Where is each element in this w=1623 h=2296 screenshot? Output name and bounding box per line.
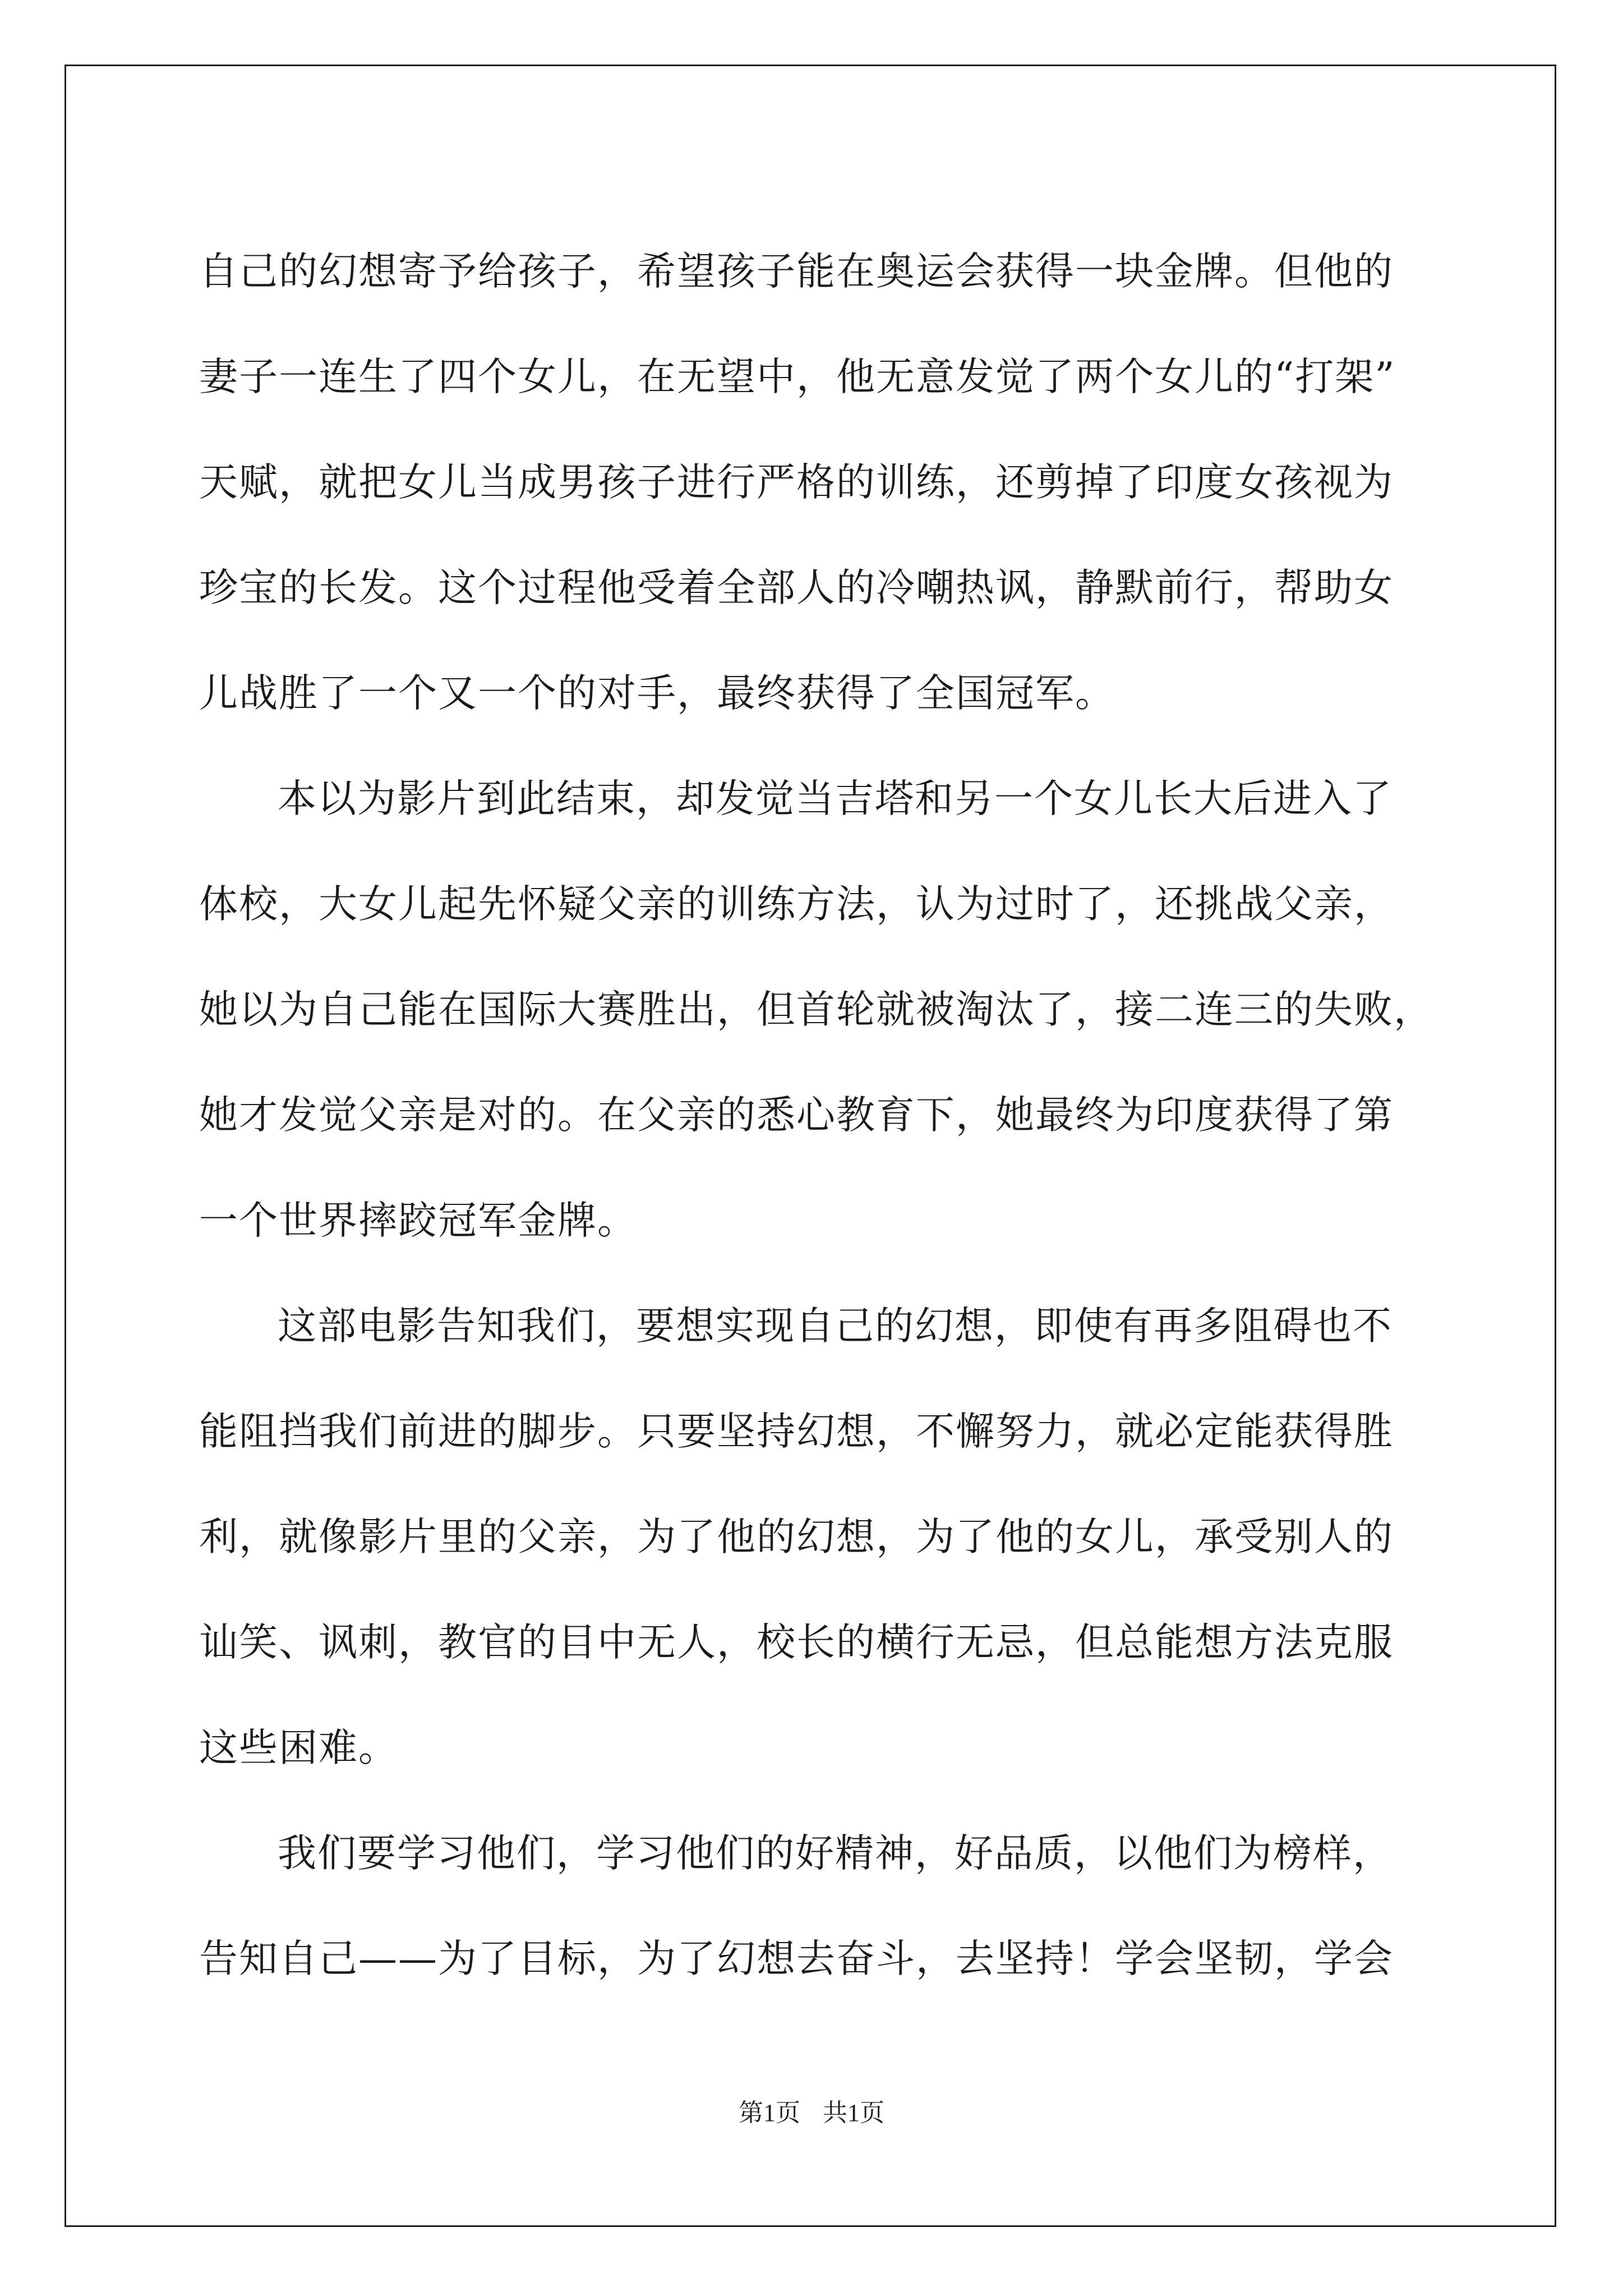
text-line: 儿战胜了一个又一个的对手，最终获得了全国冠军。: [199, 671, 1115, 716]
text-line: 本以为影片到此结束，却发觉当吉塔和另一个女儿长大后进入了: [278, 776, 1393, 821]
text-line: 珍宝的长发。这个过程他受着全部人的冷嘲热讽，静默前行，帮助女: [199, 565, 1394, 610]
text-line: 告知自己——为了目标，为了幻想去奋斗，去坚持！学会坚韧，学会: [199, 1936, 1394, 1981]
text-line: 她才发觉父亲是对的。在父亲的悉心教育下，她最终为印度获得了第: [199, 1093, 1394, 1138]
text-line: 能阻挡我们前进的脚步。只要坚持幻想，不懈努力，就必定能获得胜: [199, 1409, 1394, 1454]
text-line: 利，就像影片里的父亲，为了他的幻想，为了他的女儿，承受别人的: [199, 1515, 1394, 1559]
text-line: 妻子一连生了四个女儿，在无望中，他无意发觉了两个女儿的“打架”: [199, 355, 1396, 399]
text-line: 这些困难。: [199, 1726, 398, 1770]
page-number-current: 第1页: [739, 2099, 800, 2127]
page-number-total: 共1页: [823, 2099, 884, 2127]
text-line: 天赋，就把女儿当成男孩子进行严格的训练，还剪掉了印度女孩视为: [199, 460, 1394, 505]
text-line: 讪笑、讽刺，教官的目中无人，校长的横行无忌，但总能想方法克服: [199, 1620, 1394, 1665]
text-line: 体校，大女儿起先怀疑父亲的训练方法，认为过时了，还挑战父亲，: [199, 882, 1394, 927]
page-footer: [0, 2092, 1623, 2128]
document-text: [199, 219, 1433, 2012]
document-body: [199, 219, 1433, 2012]
text-line: 自己的幻想寄予给孩子，希望孩子能在奥运会获得一块金牌。但他的: [199, 249, 1394, 294]
text-line: 她以为自己能在国际大赛胜出，但首轮就被淘汰了，接二连三的失败，: [199, 987, 1433, 1032]
text-line: 一个世界摔跤冠军金牌。: [199, 1198, 637, 1243]
text-line: 我们要学习他们，学习他们的好精神，好品质，以他们为榜样，: [278, 1831, 1393, 1876]
text-line: 这部电影告知我们，要想实现自己的幻想，即使有再多阻碍也不: [278, 1304, 1393, 1349]
